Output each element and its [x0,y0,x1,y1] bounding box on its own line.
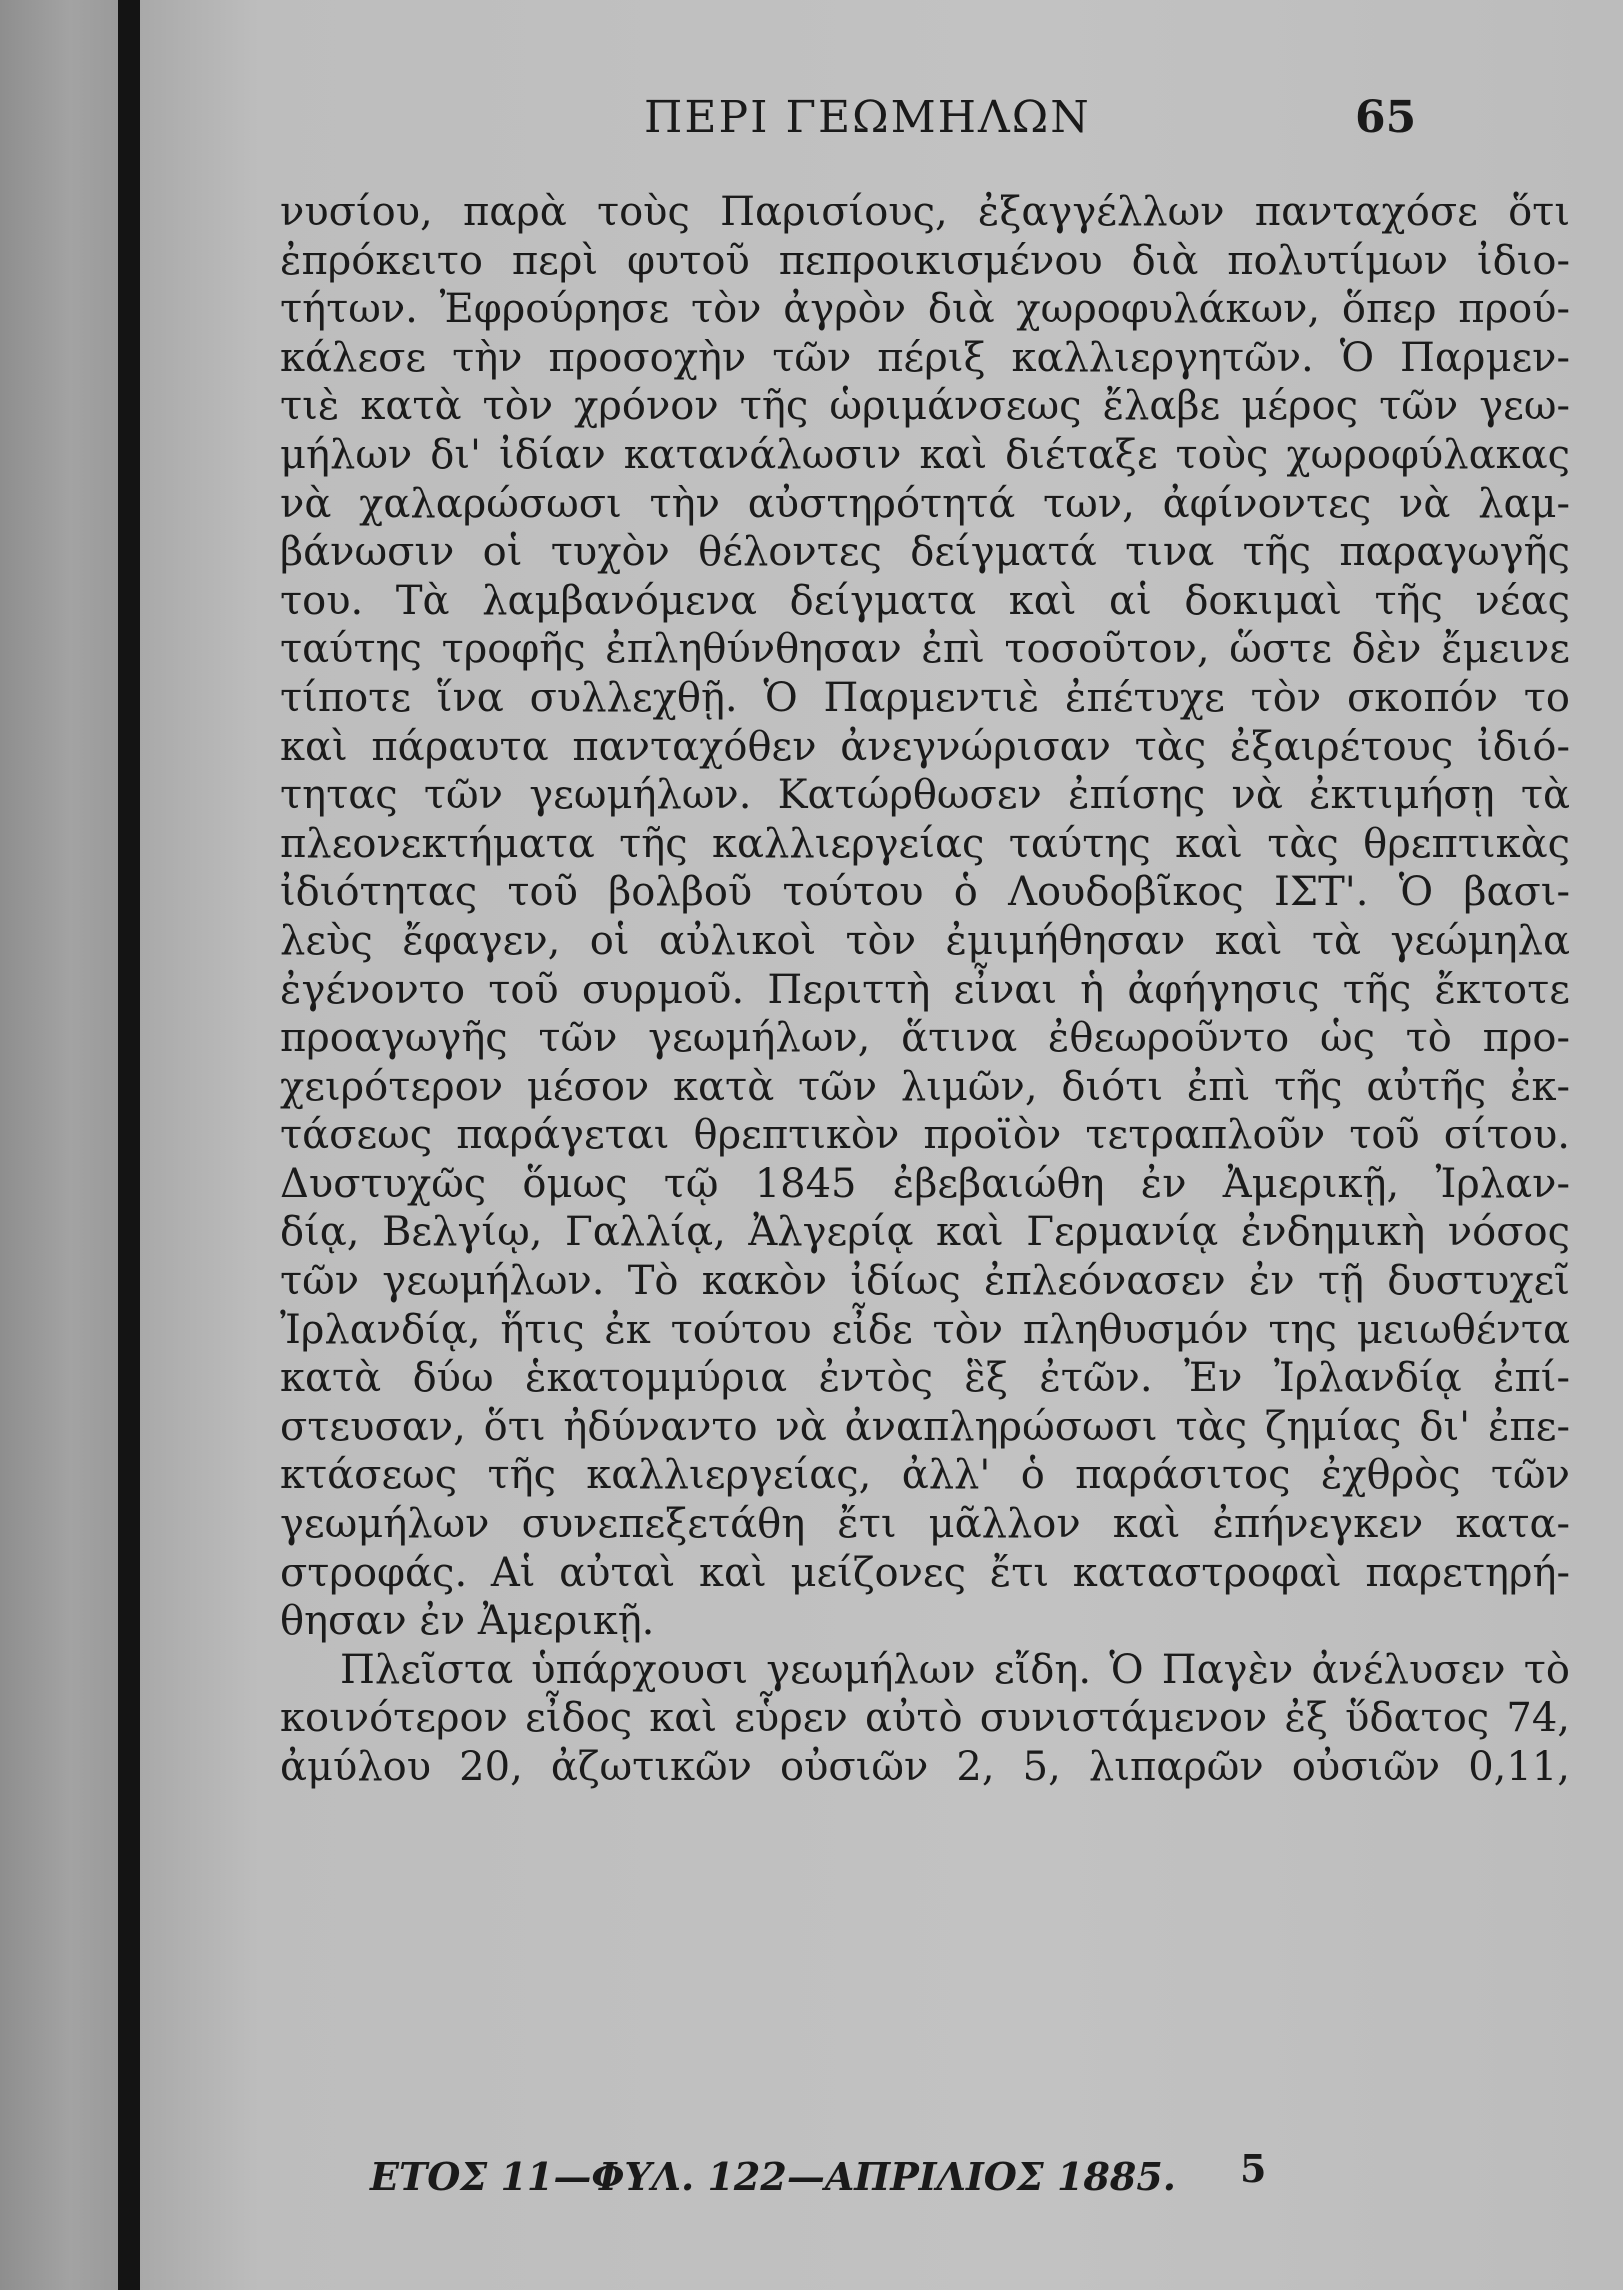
text-line: γεωμήλων συνεπεξετάθη ἔτι μᾶλλον καὶ ἐπήνεγκεν κατα- [280,1501,1570,1548]
text-line: Πλεῖστα ὑπάρχουσι γεωμήλων εἴδη. Ὁ Παγὲν ἀνέλυσεν τὸ [340,1646,1570,1693]
text-line: ἀμύλου 20, ἀζωτικῶν οὐσιῶν 2, 5, λιπαρῶν οὐσιῶν 0,11, [280,1744,1570,1790]
text-line: τιὲ κατὰ τὸν χρόνον τῆς ὡριμάνσεως ἔλαβε μέρος τῶν γεω- [280,383,1570,430]
text-line: του. Τὰ λαμβανόμενα δείγματα καὶ αἱ δοκιμαὶ τῆς νέας [280,577,1570,624]
text-line: τητας τῶν γεωμήλων. Κατώρθωσεν ἐπίσης νὰ ἐκτιμήσῃ τὰ [280,772,1570,819]
text-line: δίᾳ, Βελγίῳ, Γαλλίᾳ, Ἀλγερίᾳ καὶ Γερμανίᾳ ἐνδημικὴ νόσος [280,1209,1570,1256]
text-line: καὶ πάραυτα πανταχόθεν ἀνεγνώρισαν τὰς ἐξαιρέτους ἰδιό- [280,723,1570,770]
text-line: νὰ χαλαρώσωσι τὴν αὐστηρότητά των, ἀφίνοντες νὰ λαμ- [280,480,1570,527]
text-line: τάσεως παράγεται θρεπτικὸν προϊὸν τετραπλοῦν τοῦ σίτου. [280,1112,1570,1159]
text-line: κοινότερον εἶδος καὶ εὗρεν αὐτὸ συνιστάμενον ἐξ ὕδατος 74, [280,1695,1570,1742]
text-line: λεὺς ἔφαγεν, οἱ αὐλικοὶ τὸν ἐμιμήθησαν καὶ τὰ γεώμηλα [280,917,1570,964]
text-line: μήλων δι' ἰδίαν κατανάλωσιν καὶ διέταξε τοὺς χωροφύλακας [280,431,1570,478]
text-line: κάλεσε τὴν προσοχὴν τῶν πέριξ καλλιεργητῶν. Ὁ Παρμεν- [280,334,1570,381]
text-line: Δυστυχῶς ὅμως τῷ 1845 ἐβεβαιώθη ἐν Ἀμερικῇ, Ἰρλαν- [280,1160,1570,1207]
text-line: χειρότερον μέσον κατὰ τῶν λιμῶν, διότι ἐπὶ τῆς αὐτῆς ἐκ- [280,1063,1570,1110]
text-line: στροφάς. Αἱ αὐταὶ καὶ μείζονες ἔτι καταστροφαὶ παρετηρή- [280,1549,1570,1596]
body-text [280,188,1570,1792]
text-line: κατὰ δύω ἑκατομμύρια ἐντὸς ἓξ ἐτῶν. Ἐν Ἰρλανδίᾳ ἐπί- [280,1355,1570,1402]
text-line: προαγωγῆς τῶν γεωμήλων, ἅτινα ἐθεωροῦντο ὡς τὸ προ- [280,1015,1570,1062]
text-line: ἐπρόκειτο περὶ φυτοῦ πεπροικισμένου διὰ πολυτίμων ἰδιο- [280,237,1570,284]
page-number: 65 [1355,92,1417,143]
text-line: βάνωσιν οἱ τυχὸν θέλοντες δείγματά τινα τῆς παραγωγῆς [280,529,1570,576]
text-line: πλεονεκτήματα τῆς καλλιεργείας ταύτης καὶ τὰς θρεπτικὰς [280,820,1570,867]
text-line: νυσίου, παρὰ τοὺς Παρισίους, ἐξαγγέλλων πανταχόσε ὅτι [280,189,1570,235]
scan-margin [0,0,118,2290]
signature-mark: 5 [1240,2146,1267,2191]
signature-footer [370,2146,1470,2199]
text-line: ταύτης τροφῆς ἐπληθύνθησαν ἐπὶ τοσοῦτον, ὥστε δὲν ἔμεινε [280,626,1570,673]
text-line: Ἰρλανδίᾳ, ἥτις ἐκ τούτου εἶδε τὸν πληθυσμόν της μειωθέντα [280,1306,1570,1353]
text-line: κτάσεως τῆς καλλιεργείας, ἀλλ' ὁ παράσιτος ἐχθρὸς τῶν [280,1452,1570,1499]
text-line: ἰδιότητας τοῦ βολβοῦ τούτου ὁ Λουδοβῖκος ΙΣΤ'. Ὁ βασι- [280,869,1570,916]
book-spine-shadow [118,0,140,2290]
page-header [140,92,1623,162]
running-title: ΠΕΡΙ ΓΕΩΜΗΛΩΝ [644,92,1091,143]
text-line: θησαν ἐν Ἀμερικῇ. [280,1598,655,1645]
text-line: τῶν γεωμήλων. Τὸ κακὸν ἰδίως ἐπλεόνασεν ἐν τῇ δυστυχεῖ [280,1258,1570,1305]
signature-line: ΕΤΟΣ 11—ΦΥΛ. 122—ΑΠΡΙΛΙΟΣ 1885. [370,2154,1176,2199]
text-line: στευσαν, ὅτι ἠδύναντο νὰ ἀναπληρώσωσι τὰς ζημίας δι' ἐπε- [280,1403,1570,1450]
book-page [140,0,1623,2290]
text-line: τήτων. Ἐφρούρησε τὸν ἀγρὸν διὰ χωροφυλάκων, ὅπερ πρού- [280,286,1570,333]
text-line: ἐγένοντο τοῦ συρμοῦ. Περιττὴ εἶναι ἡ ἀφήγησις τῆς ἔκτοτε [280,966,1570,1013]
text-line: τίποτε ἵνα συλλεχθῇ. Ὁ Παρμεντιὲ ἐπέτυχε τὸν σκοπόν το [280,674,1570,721]
